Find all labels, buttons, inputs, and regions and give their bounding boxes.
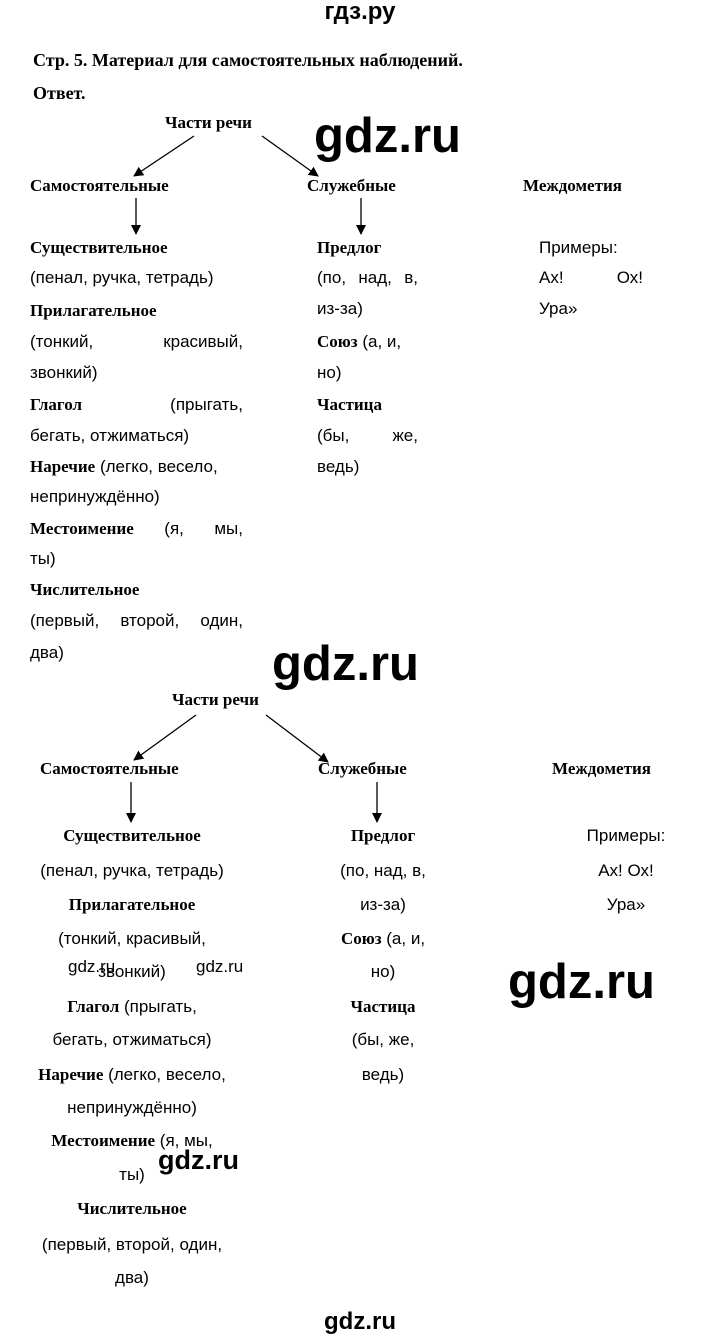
item-adverb-examples-2: непринуждённо) bbox=[67, 1098, 197, 1117]
service-title: Служебные bbox=[307, 176, 396, 195]
item-preposition-examples-2b: из-за) bbox=[360, 895, 406, 914]
item-pronoun-2: Местоимение (я, мы, bbox=[51, 1131, 213, 1150]
item-conjunction-name-2: Союз bbox=[340, 929, 382, 948]
item-conjunction-line1: Союз (а, и, bbox=[317, 332, 402, 351]
root-label: Части речи bbox=[165, 113, 252, 132]
watermark-2: gdz.ru bbox=[272, 637, 419, 691]
interjections-title-2: Междометия bbox=[552, 759, 651, 778]
interjections-examples-line1 bbox=[539, 268, 643, 288]
item-pronoun-name-2: Местоимение bbox=[51, 1131, 156, 1150]
item-numeral-examples-line1: (первый, второй, один, bbox=[30, 611, 243, 630]
watermark-3: gdz.ru bbox=[508, 955, 655, 1009]
item-adjective-examples-line2: звонкий) bbox=[30, 363, 98, 382]
item-adjective-2: Прилагательное bbox=[68, 895, 196, 914]
item-adverb: Наречие bbox=[30, 457, 96, 476]
service-title-2: Служебные bbox=[318, 759, 407, 778]
interjection-oh-2: Ох! bbox=[627, 861, 654, 880]
arrow-root-to-service bbox=[262, 136, 318, 176]
watermark-small-1: gdz.ru bbox=[68, 957, 116, 976]
item-noun: Существительное bbox=[30, 238, 168, 257]
arrow2-root-to-service bbox=[266, 715, 328, 762]
item-adverb-line1: Наречие (легко, весело, bbox=[30, 457, 218, 476]
item-preposition-examples-line1: (по, над, в, bbox=[317, 268, 418, 287]
item-numeral-2: Числительное bbox=[77, 1199, 187, 1218]
item-preposition: Предлог bbox=[317, 238, 382, 257]
item-particle-2: Частица bbox=[350, 997, 416, 1016]
site-header: гдз.ру bbox=[324, 0, 396, 25]
item-preposition-examples-2a: (по, над, в, bbox=[340, 861, 426, 880]
item-pronoun-examples-line2: ты) bbox=[30, 549, 56, 568]
root-label-2: Части речи bbox=[172, 690, 259, 709]
item-numeral-examples-2b: два) bbox=[115, 1268, 149, 1287]
item-verb-2: Глагол (прыгать, bbox=[67, 997, 197, 1016]
arrow-root-to-independent bbox=[134, 136, 194, 176]
interjections-examples-label: Примеры: bbox=[539, 238, 618, 257]
arrow2-root-to-independent bbox=[134, 715, 196, 760]
independent-title: Самостоятельные bbox=[30, 176, 169, 195]
item-adjective-examples-line1: (тонкий, красивый, bbox=[30, 332, 243, 351]
watermark-footer: gdz.ru bbox=[324, 1308, 396, 1335]
answer-label: Ответ. bbox=[33, 83, 86, 103]
item-verb-line1: Глагол (прыгать, bbox=[30, 395, 243, 414]
interjection-ura: Ура» bbox=[539, 299, 578, 318]
interjections-examples-2a bbox=[546, 861, 706, 881]
item-adjective-examples-2a: (тонкий, красивый, bbox=[58, 929, 206, 948]
item-noun-examples: (пенал, ручка, тетрадь) bbox=[30, 268, 214, 287]
item-particle-examples-2a: (бы, же, bbox=[351, 1030, 415, 1049]
item-noun-examples-2: (пенал, ручка, тетрадь) bbox=[40, 861, 224, 880]
item-verb-examples-line2: бегать, отжиматься) bbox=[30, 426, 190, 445]
item-numeral-examples-2a: (первый, второй, один, bbox=[41, 1235, 223, 1254]
item-verb: Глагол bbox=[30, 395, 83, 414]
item-numeral-examples-line2: два) bbox=[30, 643, 64, 662]
item-adverb-2: Наречие (легко, весело, bbox=[38, 1065, 226, 1084]
item-conjunction: Союз bbox=[317, 332, 358, 351]
item-noun-2: Существительное bbox=[63, 826, 201, 845]
item-adjective: Прилагательное bbox=[30, 301, 157, 320]
interjection-oh: Ох! bbox=[616, 268, 643, 287]
item-adverb-name-2: Наречие bbox=[38, 1065, 104, 1084]
interjection-ah-2: Ах! bbox=[598, 861, 623, 880]
item-preposition-examples-line2: из-за) bbox=[317, 299, 363, 318]
item-conjunction-2: Союз (а, и, bbox=[340, 929, 426, 948]
item-adjective-examples-2b: звонкий) bbox=[98, 962, 166, 981]
item-preposition-2: Предлог bbox=[350, 826, 416, 845]
item-conjunction-examples-line2: но) bbox=[317, 363, 342, 382]
item-verb-examples-2: бегать, отжиматься) bbox=[52, 1030, 212, 1049]
item-verb-name-2: Глагол bbox=[67, 997, 120, 1016]
item-pronoun: Местоимение bbox=[30, 519, 134, 538]
item-particle: Частица bbox=[317, 395, 382, 414]
item-particle-examples-line2: ведь) bbox=[317, 457, 360, 476]
item-conjunction-examples-2: но) bbox=[370, 962, 396, 981]
interjections-title: Междометия bbox=[523, 176, 622, 195]
page-title: Стр. 5. Материал для самостоятельных наблюдений. bbox=[33, 50, 463, 70]
item-particle-examples-2b: ведь) bbox=[361, 1065, 405, 1084]
item-pronoun-line1: Местоимение (я, мы, bbox=[30, 519, 243, 538]
item-particle-examples-line1: (бы, же, bbox=[317, 426, 418, 445]
watermark-4: gdz.ru bbox=[158, 1145, 239, 1175]
interjection-ah: Ах! bbox=[539, 268, 564, 287]
item-adverb-examples-line2: непринуждённо) bbox=[30, 487, 160, 506]
interjections-examples-label-2: Примеры: bbox=[586, 826, 666, 845]
independent-title-2: Самостоятельные bbox=[40, 759, 179, 778]
item-numeral: Числительное bbox=[30, 580, 140, 599]
watermark-small-2: gdz.ru bbox=[196, 957, 244, 976]
interjection-ura-2: Ура» bbox=[606, 895, 646, 914]
item-pronoun-examples-2: ты) bbox=[119, 1165, 145, 1184]
watermark-1: gdz.ru bbox=[314, 109, 461, 163]
